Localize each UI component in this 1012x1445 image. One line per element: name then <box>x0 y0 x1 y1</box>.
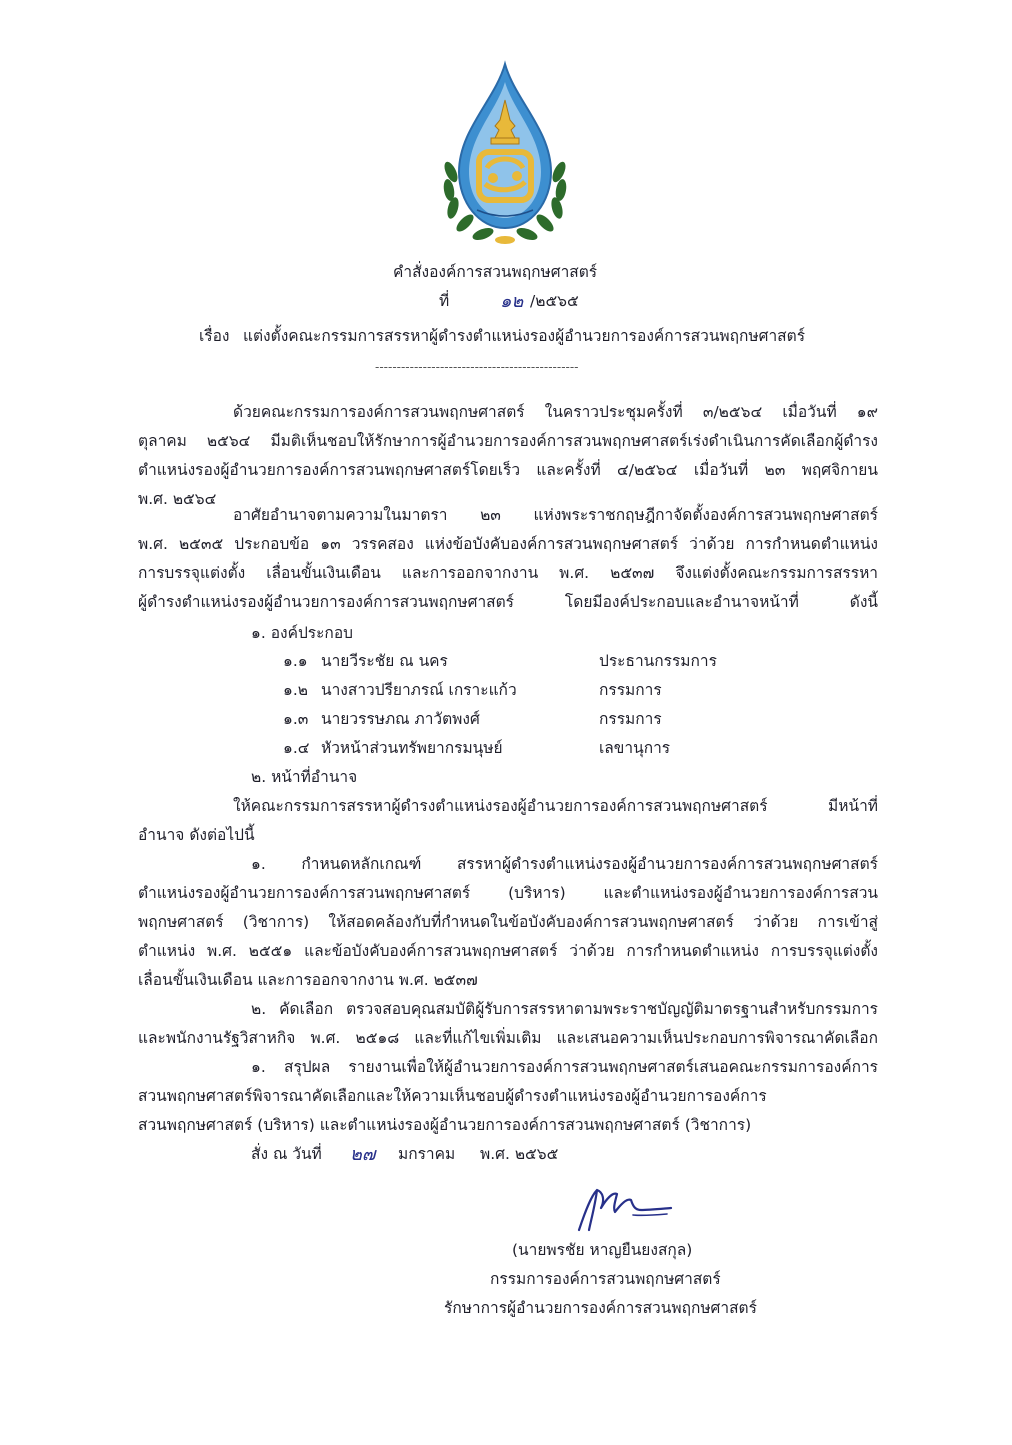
order-date-year: พ.ศ. ๒๕๖๕ <box>480 1145 559 1163</box>
duty2-line1: ๒. คัดเลือก ตรวจสอบคุณสมบัติผู้รับการสรรหาตามพระราชบัญญัติมาตรฐานสำหรับกรรมการ <box>251 1000 878 1018</box>
duty1-line4: ตำแหน่ง พ.ศ. ๒๕๕๑ และข้อบังคับองค์การสวนพฤกษศาสตร์ ว่าด้วย การกำหนดตำแหน่ง การบรรจุแต่งตั้ง <box>138 942 878 960</box>
order-number-suffix: /๒๕๖๕ <box>530 292 579 310</box>
member-number: ๑.๔ <box>283 739 310 757</box>
member-number: ๑.๒ <box>283 681 308 699</box>
member-number: ๑.๓ <box>283 710 309 728</box>
duty1-line1: ๑. กำหนดหลักเกณฑ์ สรรหาผู้ดำรงตำแหน่งรองผู้อำนวยการองค์การสวนพฤกษศาสตร์ <box>251 855 878 873</box>
member-role: ประธานกรรมการ <box>599 652 717 670</box>
duty3-line3: สวนพฤกษศาสตร์ (บริหาร) และตำแหน่งรองผู้อำนวยการองค์การสวนพฤกษศาสตร์ (วิชาการ) <box>138 1116 752 1134</box>
para1-line4: พ.ศ. ๒๕๖๔ <box>138 490 217 508</box>
member-name: นางสาวปรียาภรณ์ เกราะแก้ว <box>321 681 517 699</box>
composition-heading: ๑. องค์ประกอบ <box>251 624 353 642</box>
duty2-line2: และพนักงานรัฐวิสาหกิจ พ.ศ. ๒๕๑๘ และที่แก้ไขเพิ่มเติม และเสนอความเห็นประกอบการพิจารณาคัดเลือก <box>138 1029 878 1047</box>
para1-line1: ด้วยคณะกรรมการองค์การสวนพฤกษศาสตร์ ในคราวประชุมครั้งที่ ๓/๒๕๖๔ เมื่อวันที่ ๑๙ <box>233 403 878 421</box>
member-name: นายวีระชัย ณ นคร <box>321 652 448 670</box>
order-date-month: มกราคม <box>398 1145 456 1163</box>
signer-title-1: กรรมการองค์การสวนพฤกษศาสตร์ <box>490 1270 721 1288</box>
member-role: กรรมการ <box>599 681 662 699</box>
emblem-logo <box>437 60 573 245</box>
duty1-line3: พฤกษศาสตร์ (วิชาการ) ให้สอดคล้องกับที่กำหนดในข้อบังคับองค์การสวนพฤกษศาสตร์ ว่าด้วย การเข้าสู่ <box>138 913 878 931</box>
signer-name: (นายพรชัย หาญยืนยงสกุล) <box>512 1241 693 1259</box>
separator-line: ----------------------------------------------- <box>375 360 579 374</box>
duty3-line2: สวนพฤกษศาสตร์พิจารณาคัดเลือกและให้ความเห็นชอบผู้ดำรงตำแหน่งรองผู้อำนวยการองค์การ <box>138 1087 767 1105</box>
subject-label: เรื่อง <box>199 327 230 345</box>
order-number-prefix: ที่ <box>439 292 450 310</box>
subject-text: แต่งตั้งคณะกรรมการสรรหาผู้ดำรงตำแหน่งรองผู้อำนวยการองค์การสวนพฤกษศาสตร์ <box>243 327 806 345</box>
order-number-handwritten: ๑๒ <box>500 291 524 312</box>
signer-title-2: รักษาการผู้อำนวยการองค์การสวนพฤกษศาสตร์ <box>444 1299 757 1317</box>
para2-line4: ผู้ดำรงตำแหน่งรองผู้อำนวยการองค์การสวนพฤกษศาสตร์ โดยมีองค์ประกอบและอำนาจหน้าที่ ดังนี้ <box>138 593 878 611</box>
member-name: นายวรรษภณ ภาวัตพงศ์ <box>321 710 480 728</box>
duty1-line5: เลื่อนขั้นเงินเดือน และการออกจากงาน พ.ศ. ๒๕๓๗ <box>138 971 478 989</box>
para2-line1: อาศัยอำนาจตามความในมาตรา ๒๓ แห่งพระราชกฤษฎีกาจัดตั้งองค์การสวนพฤกษศาสตร์ <box>233 506 878 524</box>
member-number: ๑.๑ <box>283 652 308 670</box>
duty3-line1: ๑. สรุปผล รายงานเพื่อให้ผู้อำนวยการองค์การสวนพฤกษศาสตร์เสนอคณะกรรมการองค์การ <box>251 1058 878 1076</box>
member-role: กรรมการ <box>599 710 662 728</box>
order-day-handwritten: ๒๗ <box>350 1144 376 1165</box>
signature-mark <box>575 1182 675 1237</box>
para1-line3: ตำแหน่งรองผู้อำนวยการองค์การสวนพฤกษศาสตร์โดยเร็ว และครั้งที่ ๔/๒๕๖๔ เมื่อวันที่ ๒๓ พฤศจิกายน <box>138 461 878 479</box>
duties-heading: ๒. หน้าที่อำนาจ <box>251 768 358 786</box>
para2-line2: พ.ศ. ๒๕๓๕ ประกอบข้อ ๑๓ วรรคสอง แห่งข้อบังคับองค์การสวนพฤกษศาสตร์ ว่าด้วย การกำหนดตำแหน่ง <box>138 535 878 553</box>
para1-line2: ตุลาคม ๒๕๖๔ มีมติเห็นชอบให้รักษาการผู้อำนวยการองค์การสวนพฤกษศาสตร์เร่งดำเนินการคัดเลือกผู้ดำรง <box>138 432 878 450</box>
member-name: หัวหน้าส่วนทรัพยากรมนุษย์ <box>321 739 503 757</box>
duties-intro-line1: ให้คณะกรรมการสรรหาผู้ดำรงตำแหน่งรองผู้อำนวยการองค์การสวนพฤกษศาสตร์ มีหน้าที่ <box>233 797 878 815</box>
duties-intro-line2: อำนาจ ดังต่อไปนี้ <box>138 826 255 844</box>
order-date-prefix: สั่ง ณ วันที่ <box>251 1145 322 1163</box>
order-title: คำสั่งองค์การสวนพฤกษศาสตร์ <box>393 263 598 281</box>
para2-line3: การบรรจุแต่งตั้ง เลื่อนขั้นเงินเดือน และการออกจากงาน พ.ศ. ๒๕๓๗ จึงแต่งตั้งคณะกรรมการสรรหา <box>138 564 878 582</box>
member-role: เลขานุการ <box>599 739 671 757</box>
duty1-line2: ตำแหน่งรองผู้อำนวยการองค์การสวนพฤกษศาสตร์ (บริหาร) และตำแหน่งรองผู้อำนวยการองค์การสวน <box>138 884 878 902</box>
